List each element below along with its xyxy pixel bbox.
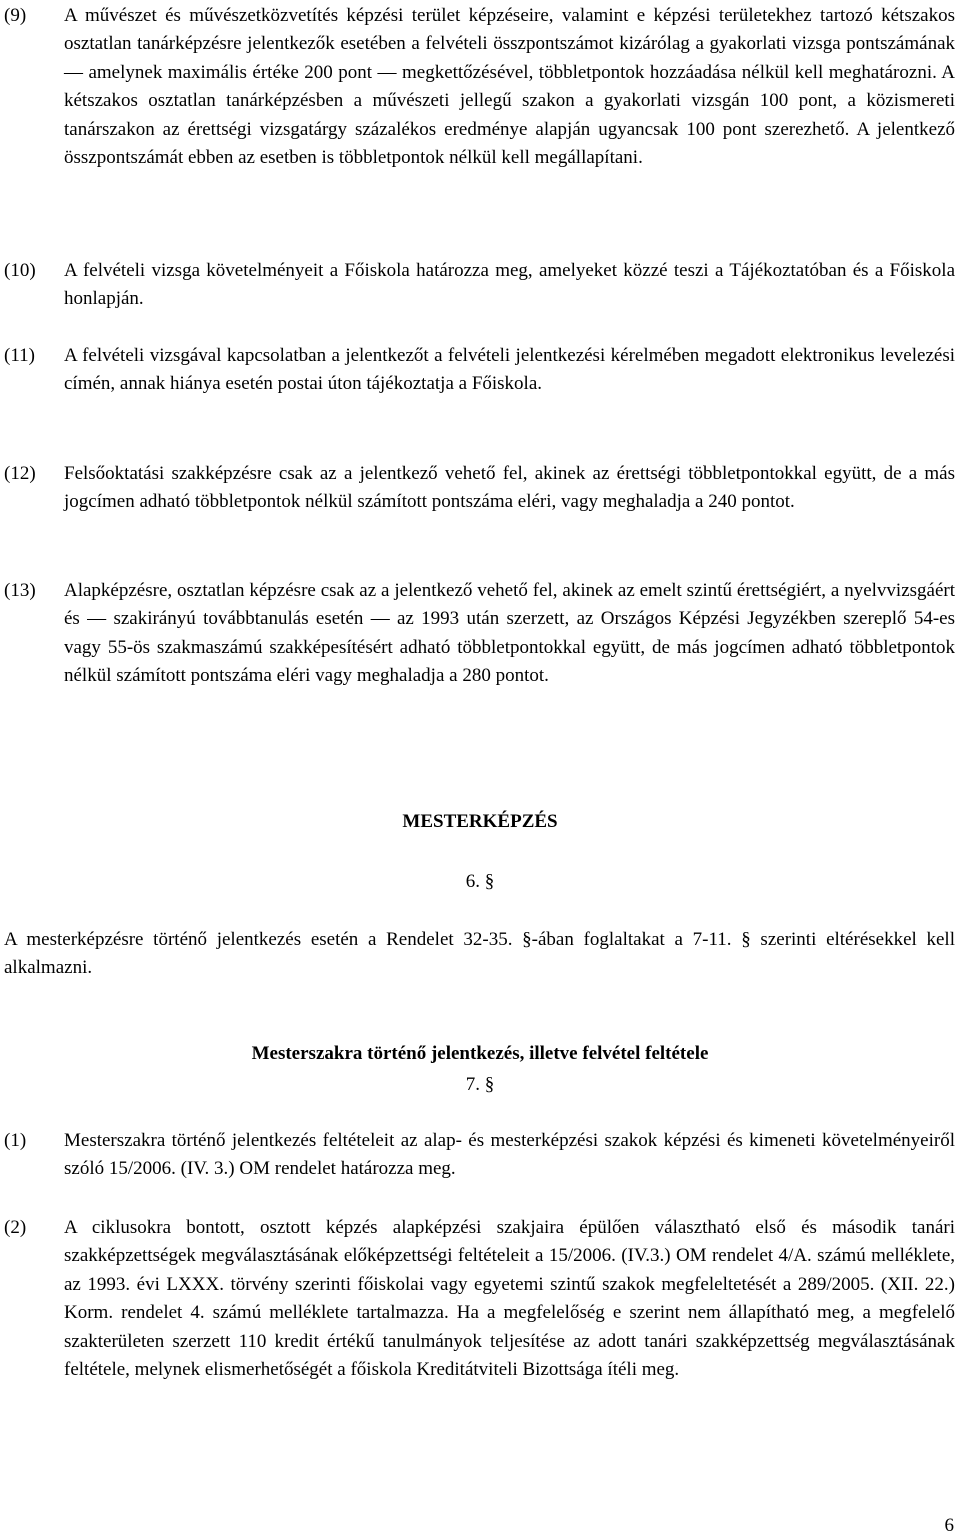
paragraph-text: A ciklusokra bontott, osztott képzés alapképzési szakjaira épülően választható első és második tanári szakképzettségek megválasztásának előképzettségi feltételeit a 15/2006. (IV.3.) OM rendelet 4/A. számú melléklete, az 1993. évi LXXX. törvény szerinti főiskolai vagy egyetemi szintű szakok megfeleltetését a 289/2005. (XII. 22.) Korm. rendelet 4. számú melléklete tartalmazza. Ha a megfelelőség e szerint nem állapítható meg, a megfelelő szakterületen szerzett 110 kredit értékű tanulmányok teljesítése az adott tanári szakképzettség megválasztásának feltétele, melynek elismerhetőségét a főiskola Kreditátviteli Bizottsága ítéli meg. [64,1217,955,1381]
section-title-mesterszak: Mesterszakra történő jelentkezés, illetve felvétel feltétele [251,1043,709,1064]
section-number-7: 7. § [465,1074,495,1095]
paragraph-number: (11) [4,345,35,366]
paragraph-text: A felvételi vizsgával kapcsolatban a jelentkezőt a felvételi jelentkezési kérelmében megadott elektronikus levelezési címén, annak hiánya esetén postai úton tájékoztatja a Főiskola. [64,345,955,395]
section-7-paragraph-2 [4,1214,955,1384]
paragraph-13 [4,577,955,691]
paragraph-12 [4,460,955,517]
paragraph-text: Felsőoktatási szakképzésre csak az a jelentkező vehető fel, akinek az érettségi többletpontokkal együtt, de a más jogcímen adható többletpontok nélkül számított pontszáma eléri, vagy meghaladja a 240 pontot. [64,463,955,513]
paragraph-text: A művészet és művészetközvetítés képzési terület képzéseire, valamint e képzési területekhez tartozó kétszakos osztatlan tanárképzésre jelentkezők esetében a felvételi összpontszámot kizárólag a gyakorlati vizsga pontszámának — amelynek maximális értéke 200 pont — megkettőzésével, többletpontok hozzáadása nélkül kell meghatározni. A kétszakos osztatlan tanárképzésben a művészeti jellegű szakon a gyakorlati vizsgán 100 pont, a közismereti tanárszakon az érettségi vizsgatárgy százalékos eredménye alapján ugyancsak 100 pont szerezhető. A jelentkező összpontszámát ebben az esetben is többletpontok nélkül kell megállapítani. [64,5,955,169]
paragraph-number: (10) [4,260,36,281]
section-number-6: 6. § [465,871,495,892]
paragraph-number: (13) [4,580,36,601]
paragraph-text: Alapképzésre, osztatlan képzésre csak az a jelentkező vehető fel, akinek az emelt szintű érettségiért, a nyelvvizsgáért és — szakirányú továbbtanulás esetén — az 1993 után szerzett, az Országos Képzési Jegyzékben szereplő 54-es vagy 55-ös szakmaszámú szakképesítésért adható többletpontokkal együtt, de más jogcímen adható többletpontok nélkül számított pontszáma eléri vagy meghaladja a 280 pontot. [64,580,955,687]
paragraph-text: A felvételi vizsga követelményeit a Főiskola határozza meg, amelyeket közzé teszi a Tájékoztatóban és a Főiskola honlapján. [64,260,955,310]
paragraph-text: Mesterszakra történő jelentkezés feltételeit az alap- és mesterképzési szakok képzési és kimeneti követelményeiről szóló 15/2006. (IV. 3.) OM rendelet határozza meg. [64,1130,955,1180]
section-6-text: A mesterképzésre történő jelentkezés esetén a Rendelet 32-35. §-ában foglaltakat a 7-11. § szerinti eltérésekkel kell alkalmazni. [4,929,955,979]
section-title-mesterkepzes: MESTERKÉPZÉS [402,811,558,832]
paragraph-10 [4,257,955,314]
paragraph-9 [4,2,955,172]
paragraph-number: (1) [4,1130,27,1151]
paragraph-11 [4,342,955,399]
section-7-paragraph-1 [4,1127,955,1184]
page-number: 6 [944,1515,954,1536]
paragraph-number: (9) [4,5,27,26]
paragraph-number: (2) [4,1217,27,1238]
paragraph-number: (12) [4,463,36,484]
